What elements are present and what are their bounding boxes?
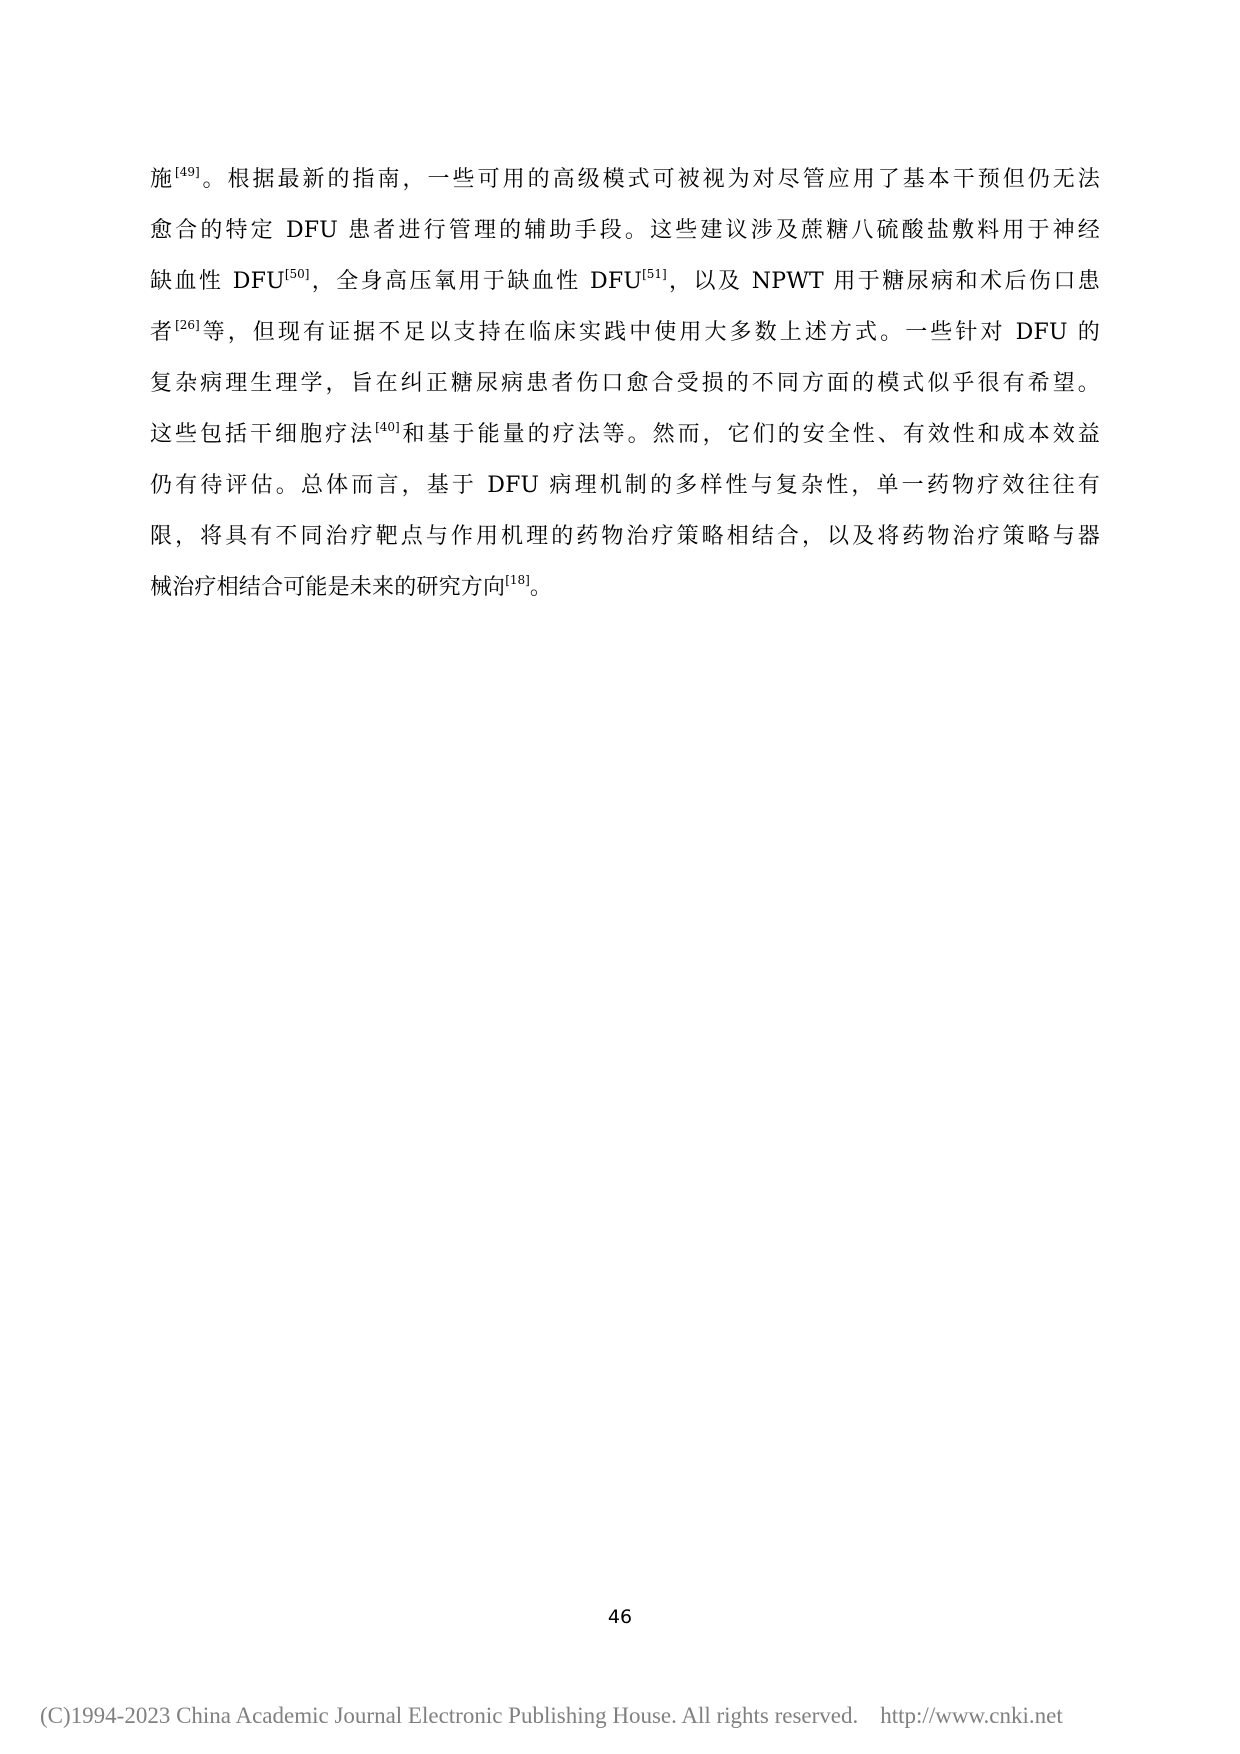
line-text: 这些包括干细胞疗法	[150, 422, 376, 447]
line-text: 仍有待评估。总体而言，基于 DFU 病理机制的多样性与复杂性，单一药物疗效往往有	[150, 473, 1100, 498]
paragraph-line	[150, 466, 1100, 506]
copyright-text: (C)1994-2023 China Academic Journal Electronic Publishing House. All rights reserved.	[40, 1703, 859, 1728]
line-text: 限，将具有不同治疗靶点与作用机理的药物治疗策略相结合，以及将药物治疗策略与器	[150, 524, 1100, 549]
line-text: ，以及 NPWT 用于糖尿病和术后伤口患	[666, 269, 1101, 294]
paragraph-line	[150, 160, 1100, 200]
line-text: 复杂病理生理学，旨在纠正糖尿病患者伤口愈合受损的不同方面的模式似乎很有希望。	[150, 371, 1100, 396]
page-number: 46	[607, 1606, 633, 1628]
citation-ref: [26]	[175, 317, 200, 332]
citation-ref: [40]	[375, 419, 400, 434]
citation-ref: [51]	[642, 266, 667, 281]
line-text: 。根据最新的指南，一些可用的高级模式可被视为对尽管应用了基本干预但仍无法	[199, 167, 1101, 192]
line-text: 施	[150, 167, 176, 192]
paragraph-line	[150, 364, 1100, 404]
line-text: 愈合的特定 DFU 患者进行管理的辅助手段。这些建议涉及蔗糖八硫酸盐敷料用于神经	[150, 218, 1100, 243]
paragraph-line	[150, 313, 1100, 353]
cnki-url: http://www.cnki.net	[880, 1703, 1063, 1728]
citation-ref: [18]	[505, 572, 530, 587]
copyright-footer	[40, 1700, 1220, 1732]
line-text: 械治疗相结合可能是未来的研究方向	[150, 575, 506, 600]
line-text: 者	[150, 320, 176, 345]
citation-ref: [49]	[175, 164, 200, 179]
line-text: ，全身高压氧用于缺血性 DFU	[309, 269, 643, 294]
paragraph-line	[150, 415, 1100, 455]
line-text: 。	[529, 575, 553, 600]
paragraph-line	[150, 262, 1100, 302]
line-text: 和基于能量的疗法等。然而，它们的安全性、有效性和成本效益	[399, 422, 1100, 447]
line-text: 缺血性 DFU	[150, 269, 285, 294]
paragraph-line	[150, 517, 1100, 557]
citation-ref: [50]	[284, 266, 310, 281]
paragraph-line	[150, 211, 1100, 251]
paragraph-line	[150, 568, 1100, 608]
line-text: 等，但现有证据不足以支持在临床实践中使用大多数上述方式。一些针对 DFU 的	[199, 320, 1100, 345]
